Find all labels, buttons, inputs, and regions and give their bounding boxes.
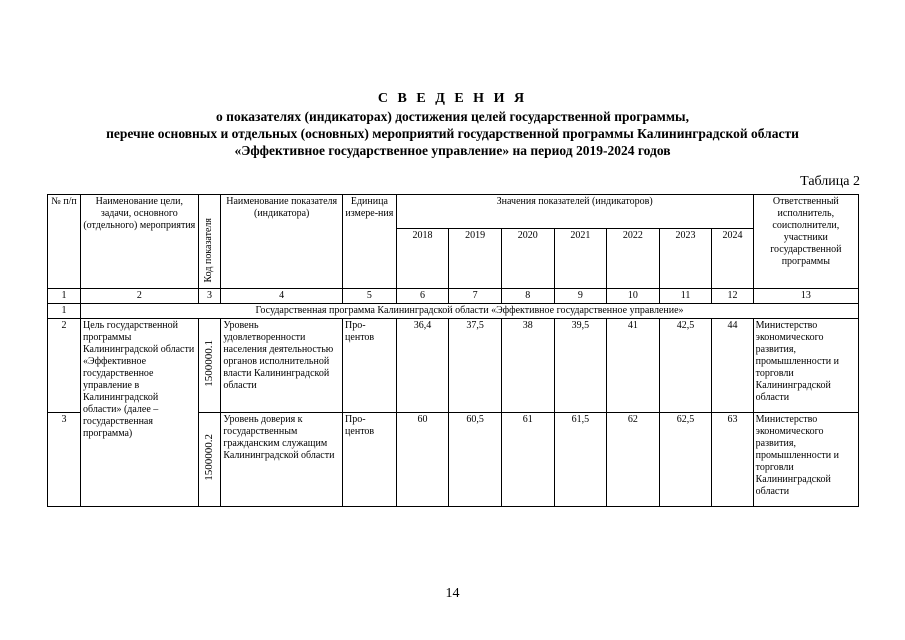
indicator-value: 60 [396,413,449,507]
indicator-code-cell [198,413,221,507]
header-code-label: Код показателя [203,217,215,282]
indicator-value: 37,5 [449,319,502,413]
indicator-name: Уровень доверия к государственным гражданским служащим Калининградской области [221,413,343,507]
column-number: 10 [607,289,660,304]
header-unit: Единица измере-ния [343,195,397,289]
header-year: 2018 [396,229,449,289]
column-number: 4 [221,289,343,304]
header-year: 2019 [449,229,502,289]
column-number: 8 [501,289,554,304]
header-year: 2020 [501,229,554,289]
indicators-table [47,194,859,507]
indicator-value: 44 [712,319,753,413]
page-number: 14 [445,586,460,601]
indicator-code-cell [198,319,221,413]
column-number: 9 [554,289,607,304]
document-subtitle-line-3: «Эффективное государственное управление» на период 2019-2024 годов [234,143,671,158]
goal-name-cell: Цель государственной программы Калининградской области «Эффективное государственное управление в Калининградской области» (далее – государственная программа) [81,319,199,507]
indicator-code: 1500000.2 [202,434,215,481]
header-code [198,195,221,289]
header-goal-name: Наименование цели, задачи, основного (отдельного) мероприятия [81,195,199,289]
row-num: 3 [48,413,81,507]
table-label: Таблица 2 [800,174,860,189]
column-number: 7 [449,289,502,304]
row-num: 2 [48,319,81,413]
indicator-value: 39,5 [554,319,607,413]
document-subtitle-line-1: о показателях (индикаторах) достижения целей государственной программы, [216,109,689,124]
header-year: 2024 [712,229,753,289]
header-responsible: Ответственный исполнитель, соисполнители, участники государственной программы [753,195,858,289]
indicator-unit: Про-центов [343,319,397,413]
column-number: 2 [81,289,199,304]
document-title: С В Е Д Е Н И Я [377,91,528,106]
indicator-name: Уровень удовлетворенности населения деятельностью органов исполнительной власти Калининградской области [221,319,343,413]
indicator-unit: Про-центов [343,413,397,507]
column-number: 1 [48,289,81,304]
header-year: 2021 [554,229,607,289]
header-num: № п/п [48,195,81,289]
column-number: 12 [712,289,753,304]
indicator-value: 62,5 [659,413,712,507]
header-year: 2022 [607,229,660,289]
indicator-value: 61 [501,413,554,507]
indicator-value: 62 [607,413,660,507]
indicator-value: 42,5 [659,319,712,413]
header-values-group: Значения показателей (индикаторов) [396,195,753,229]
indicator-value: 60,5 [449,413,502,507]
column-number: 3 [198,289,221,304]
column-number: 6 [396,289,449,304]
column-number: 13 [753,289,858,304]
header-year: 2023 [659,229,712,289]
indicator-value: 38 [501,319,554,413]
program-row-title: Государственная программа Калининградской области «Эффективное государственное управление» [81,304,859,319]
column-number: 11 [659,289,712,304]
column-number: 5 [343,289,397,304]
header-indicator: Наименование показателя (индикатора) [221,195,343,289]
indicator-value: 63 [712,413,753,507]
indicator-code: 1500000.1 [202,340,215,387]
responsible-cell: Министерство экономического развития, промышленности и торговли Калининградской области [753,319,858,413]
indicator-value: 41 [607,319,660,413]
indicator-value: 61,5 [554,413,607,507]
program-row-num: 1 [48,304,81,319]
indicator-value: 36,4 [396,319,449,413]
document-subtitle-line-2: перечне основных и отдельных (основных) мероприятий государственной программы Калининградской области [106,126,799,141]
responsible-cell: Министерство экономического развития, промышленности и торговли Калининградской области [753,413,858,507]
